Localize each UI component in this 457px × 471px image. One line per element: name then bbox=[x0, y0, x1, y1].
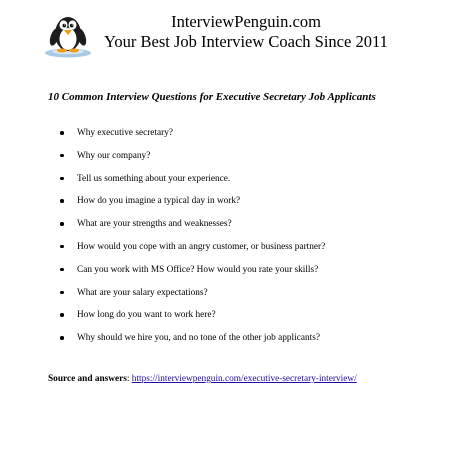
bullet-icon bbox=[60, 336, 64, 340]
list-item bbox=[60, 173, 325, 196]
list-item bbox=[60, 264, 325, 287]
bullet-icon bbox=[60, 131, 64, 135]
question-text: How long do you want to work here? bbox=[77, 310, 216, 321]
list-item bbox=[60, 287, 325, 310]
document-title: 10 Common Interview Questions for Executive Secretary Job Applicants bbox=[48, 91, 376, 103]
question-text: How do you imagine a typical day in work? bbox=[77, 196, 241, 207]
list-item bbox=[60, 127, 325, 150]
list-item bbox=[60, 195, 325, 218]
question-text: Can you work with MS Office? How would you rate your skills? bbox=[77, 264, 319, 275]
source-line bbox=[48, 373, 357, 385]
question-list bbox=[60, 127, 325, 355]
question-text: Why should we hire you, and no tone of the other job applicants? bbox=[77, 333, 320, 344]
question-text: How would you cope with an angry customer, or business partner? bbox=[77, 241, 326, 252]
list-item bbox=[60, 218, 325, 241]
question-text: Tell us something about your experience. bbox=[77, 173, 231, 184]
penguin-icon bbox=[42, 10, 94, 58]
bullet-icon bbox=[60, 291, 64, 295]
source-label: Source and answers bbox=[48, 374, 127, 384]
list-item bbox=[60, 241, 325, 264]
question-text: What are your strengths and weaknesses? bbox=[77, 219, 232, 230]
list-item bbox=[60, 150, 325, 173]
bullet-icon bbox=[60, 268, 64, 272]
list-item bbox=[60, 332, 325, 355]
question-text: What are your salary expectations? bbox=[77, 287, 208, 298]
question-text: Why executive secretary? bbox=[77, 128, 174, 138]
question-text: Why our company? bbox=[77, 150, 151, 161]
bullet-icon bbox=[60, 222, 64, 226]
site-tagline: Your Best Job Interview Coach Since 2011 bbox=[104, 32, 388, 51]
source-link[interactable]: https://interviewpenguin.com/executive-secretary-interview/ bbox=[131, 374, 357, 384]
source-separator: : bbox=[126, 374, 132, 384]
list-item bbox=[60, 309, 325, 332]
bullet-icon bbox=[60, 245, 64, 249]
bullet-icon bbox=[60, 313, 64, 317]
bullet-icon bbox=[60, 154, 64, 158]
page-header bbox=[0, 0, 457, 68]
bullet-icon bbox=[60, 199, 64, 203]
site-title: InterviewPenguin.com bbox=[171, 12, 321, 31]
bullet-icon bbox=[60, 177, 64, 181]
